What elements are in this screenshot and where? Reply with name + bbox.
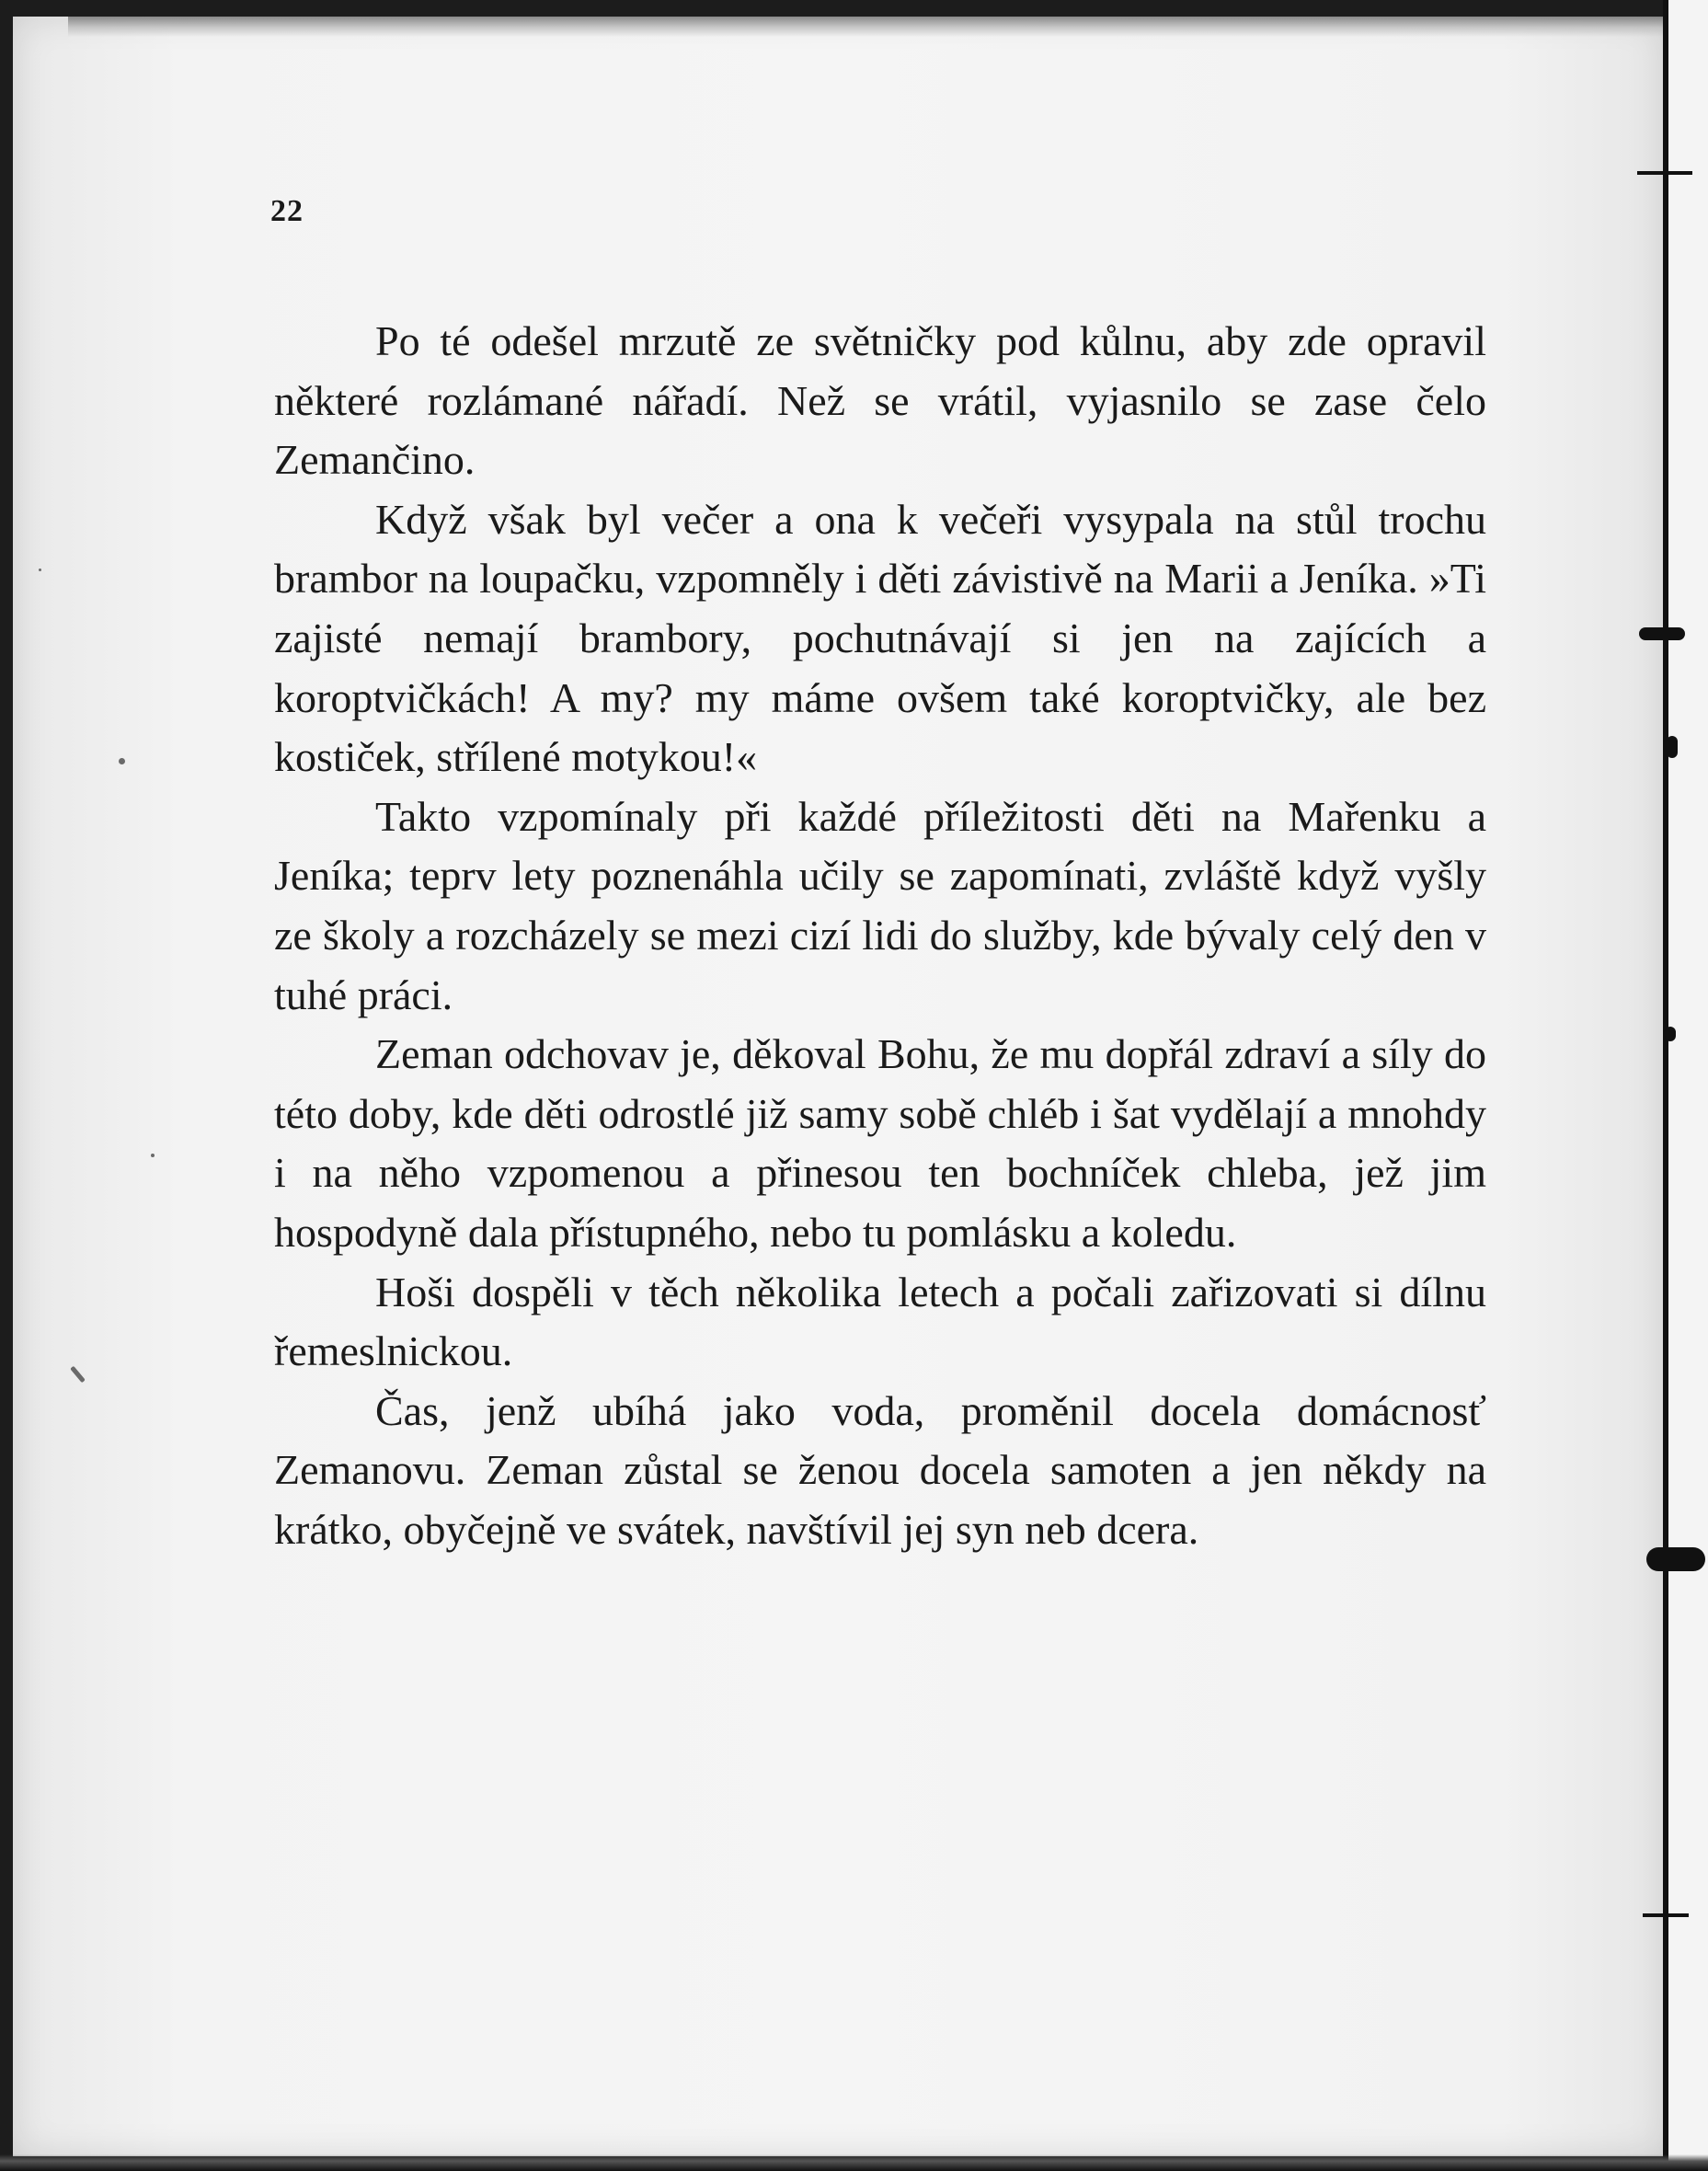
binding-tick [1637,171,1692,175]
binding-tick [1639,627,1685,640]
paragraph: Zeman odchovav je, děkoval Bohu, že mu dopřál zdraví a síly do této doby, kde děti odrostlé již samy sobě chléb i šat vydělají a mnohdy i na něho vzpomenou a přinesou ten bochníček chleba, jež jim hospodyně dala přístupného, nebo tu pomlásku a koledu. [274,1030,1486,1256]
binding-gutter [1668,0,1708,2171]
top-page-edge-shadow [68,17,1678,37]
ink-speck [39,569,41,571]
paragraph: Když však byl večer a ona k večeři vysypala na stůl trochu brambor na loupačku, vzpomněly i děti závistivě na Marii a Jeníka. »Ti zajisté nemají brambory, pochutnávají si jen na zajících a koroptvičkách! A my? my máme ovšem také koroptvičky, ale bez kostiček, střílené motykou!« [274,495,1486,781]
bottom-page-edge-shadow [0,2154,1708,2171]
ink-speck [119,758,125,764]
binding-tick [1643,1913,1689,1917]
binding-tick [1665,1027,1676,1041]
paragraph: Čas, jenž ubíhá jako voda, proměnil docela domácnosť Zemanovu. Zeman zůstal se ženou docela samoten a jen někdy na krátko, obyčejně ve svátek, navštívil jej syn neb dcera. [274,1386,1486,1553]
paragraph: Po té odešel mrzutě ze světničky pod kůlnu, aby zde opravil některé rozlámané nářadí. Než se vrátil, vyjasnilo se zase čelo Zemančino. [274,317,1486,484]
page-number: 22 [270,194,304,228]
body-text [274,312,1486,1559]
ink-speck [70,1366,86,1384]
paragraph: Hoši dospěli v těch několika letech a počali zařizovati si dílnu řemeslnickou. [274,1268,1486,1375]
binding-tick [1646,1547,1705,1571]
paper-sheet [13,17,1667,2156]
binding-tick [1667,736,1678,758]
ink-speck [151,1154,155,1157]
paragraph: Takto vzpomínaly při každé příležitosti děti na Mařenku a Jeníka; teprv lety poznenáhla učily se zapomínati, zvláště když vyšly ze školy a rozcházely se mezi cizí lidi do služby, kde bývaly celý den v tuhé práci. [274,792,1486,1018]
